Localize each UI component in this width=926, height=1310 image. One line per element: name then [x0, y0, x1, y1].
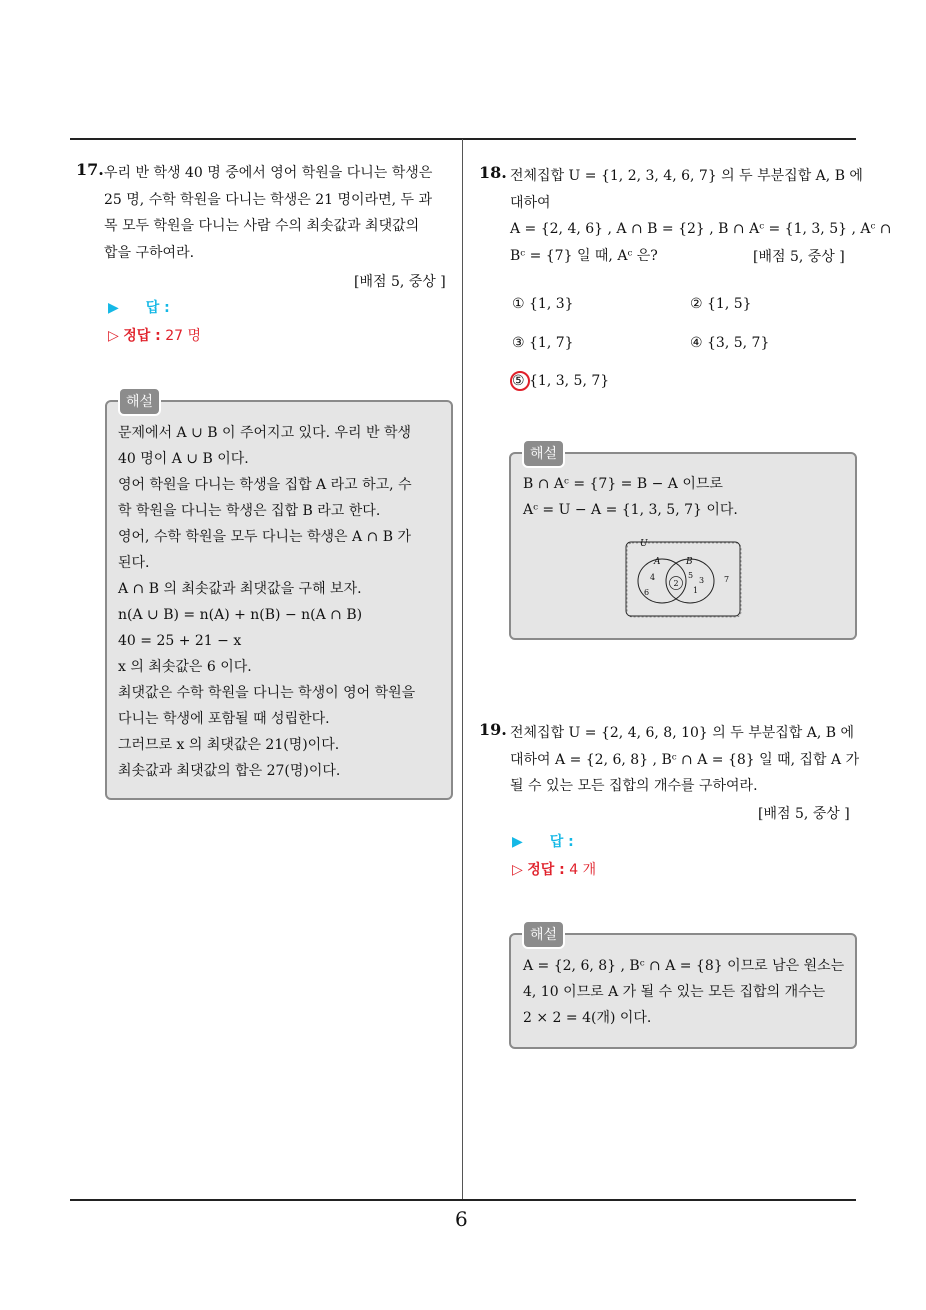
explanation-line: A = {2, 6, 8} , Bᶜ ∩ A = {8} 이므로 남은 원소는 — [523, 958, 845, 974]
choice-3[interactable] — [512, 335, 574, 351]
explanation-line: 40 명이 A ∪ B 이다. — [118, 451, 249, 467]
question-number: 18. — [479, 163, 507, 182]
venn-value: 1 — [693, 586, 699, 595]
question-line: 우리 반 학생 40 명 중에서 영어 학원을 다니는 학생은 — [104, 165, 433, 181]
explanation-tag: 해설 — [118, 387, 161, 416]
score-label: [배점 5, 중상 ] — [354, 274, 446, 290]
venn-value: 5 — [688, 571, 694, 580]
correct-answer-label: 정답 : — [527, 862, 565, 878]
explanation-line: 최댓값은 수학 학원을 다니는 학생이 영어 학원을 — [118, 685, 416, 701]
choice-text: {1, 5} — [707, 296, 752, 312]
venn-value: 7 — [724, 575, 730, 584]
answer-row — [108, 297, 170, 317]
venn-universe-label: U — [640, 539, 648, 549]
explanation-line: A ∩ B 의 최솟값과 최댓값을 구해 보자. — [118, 581, 362, 597]
explanation-line: B ∩ Aᶜ = {7} = B − A 이므로 — [523, 476, 723, 492]
score-label: [배점 5, 중상 ] — [758, 806, 850, 822]
choice-text: {3, 5, 7} — [707, 335, 770, 351]
choice-mark: ② — [690, 296, 703, 312]
explanation-line: Aᶜ = U − A = {1, 3, 5, 7} 이다. — [523, 502, 738, 518]
question-number: 17. — [76, 160, 104, 179]
score-label: [배점 5, 중상 ] — [753, 249, 845, 265]
question-number: 19. — [479, 720, 507, 739]
explanation-line: n(A ∪ B) = n(A) + n(B) − n(A ∩ B) — [118, 607, 363, 623]
choice-2[interactable] — [690, 296, 752, 312]
explanation-line: 최솟값과 최댓값의 합은 27(명)이다. — [118, 763, 341, 779]
venn-value: 3 — [699, 576, 705, 585]
question-line: Bᶜ = {7} 일 때, Aᶜ 은? — [510, 247, 658, 264]
choice-mark: ① — [512, 296, 525, 312]
question-line: 될 수 있는 모든 집합의 개수를 구하여라. — [510, 778, 758, 794]
question-line: 전체집합 U = {2, 4, 6, 8, 10} 의 두 부분집합 A, B 에 — [510, 725, 855, 741]
question-text — [104, 160, 432, 266]
choice-mark: ③ — [512, 335, 525, 351]
choice-5[interactable] — [512, 373, 609, 389]
bottom-rule — [70, 1199, 856, 1201]
choice-4[interactable] — [690, 335, 769, 351]
choice-1[interactable] — [512, 296, 574, 312]
venn-value: 2 — [673, 579, 679, 588]
answer-row — [512, 831, 574, 851]
explanation-tag: 해설 — [522, 439, 565, 468]
question-line: 목 모두 학원을 다니는 사람 수의 최솟값과 최댓값의 — [104, 218, 420, 234]
question-line: A = {2, 4, 6} , A ∩ B = {2} , B ∩ Aᶜ = {1, 3, 5} , Aᶜ ∩ — [510, 221, 892, 237]
explanation-line: 그러므로 x 의 최댓값은 21(명)이다. — [118, 737, 340, 753]
universe-rect — [626, 542, 740, 616]
correct-answer-value: 4 개 — [569, 862, 597, 878]
column-divider — [462, 139, 463, 1201]
play-triangle-icon: ▶ — [108, 300, 119, 316]
correct-answer-row — [512, 859, 596, 879]
explanation-tag: 해설 — [522, 920, 565, 949]
choice-text: {1, 3, 5, 7} — [529, 373, 610, 389]
explanation-line: 영어 학원을 다니는 학생을 집합 A 라고 하고, 수 — [118, 477, 412, 493]
venn-diagram — [624, 538, 742, 618]
explanation-line: x 의 최솟값은 6 이다. — [118, 659, 252, 675]
explanation-line: 2 × 2 = 4(개) 이다. — [523, 1010, 652, 1026]
choice-mark: ④ — [690, 335, 703, 351]
correct-answer-row — [108, 325, 201, 345]
explanation-line: 된다. — [118, 555, 150, 571]
correct-answer-label: 정답 : — [123, 328, 161, 344]
explanation-line: 문제에서 A ∪ B 이 주어지고 있다. 우리 반 학생 — [118, 425, 412, 441]
play-triangle-icon: ▶ — [512, 834, 523, 850]
venn-value: 4 — [650, 573, 656, 582]
explanation-line: 다니는 학생에 포함될 때 성립한다. — [118, 711, 330, 727]
question-text — [510, 720, 859, 800]
answer-label: 답 : — [145, 300, 170, 316]
question-line: 대하여 A = {2, 6, 8} , Bᶜ ∩ A = {8} 일 때, 집합 A 가 — [510, 751, 860, 768]
question-line: 합을 구하여라. — [104, 244, 195, 261]
choice-text: {1, 3} — [529, 296, 574, 312]
answer-label: 답 : — [549, 834, 574, 850]
outline-triangle-icon: ▷ — [512, 862, 523, 878]
question-line: 25 명, 수학 학원을 다니는 학생은 21 명이라면, 두 과 — [104, 191, 433, 208]
venn-set-b-label: B — [686, 557, 693, 567]
choice-text: {1, 7} — [529, 335, 574, 351]
venn-value: 6 — [644, 588, 650, 597]
explanation-line: 40 = 25 + 21 − x — [118, 633, 242, 649]
explanation-text — [118, 420, 415, 784]
explanation-line: 영어, 수학 학원을 모두 다니는 학생은 A ∩ B 가 — [118, 529, 412, 545]
explanation-line: 4, 10 이므로 A 가 될 수 있는 모든 집합의 개수는 — [523, 984, 826, 1000]
correct-answer-value: 27 명 — [165, 328, 202, 344]
venn-set-a-label: A — [654, 557, 661, 567]
top-rule — [70, 138, 856, 140]
question-line: 대하여 — [510, 194, 551, 211]
choice-mark: ⑤ — [512, 373, 525, 389]
explanation-text — [523, 953, 844, 1031]
page-number: 6 — [455, 1207, 468, 1231]
question-line: 전체집합 U = {1, 2, 3, 4, 6, 7} 의 두 부분집합 A, B 에 — [510, 168, 863, 184]
outline-triangle-icon: ▷ — [108, 328, 119, 344]
explanation-text — [523, 471, 738, 523]
explanation-line: 학 학원을 다니는 학생은 집합 B 라고 한다. — [118, 503, 381, 519]
